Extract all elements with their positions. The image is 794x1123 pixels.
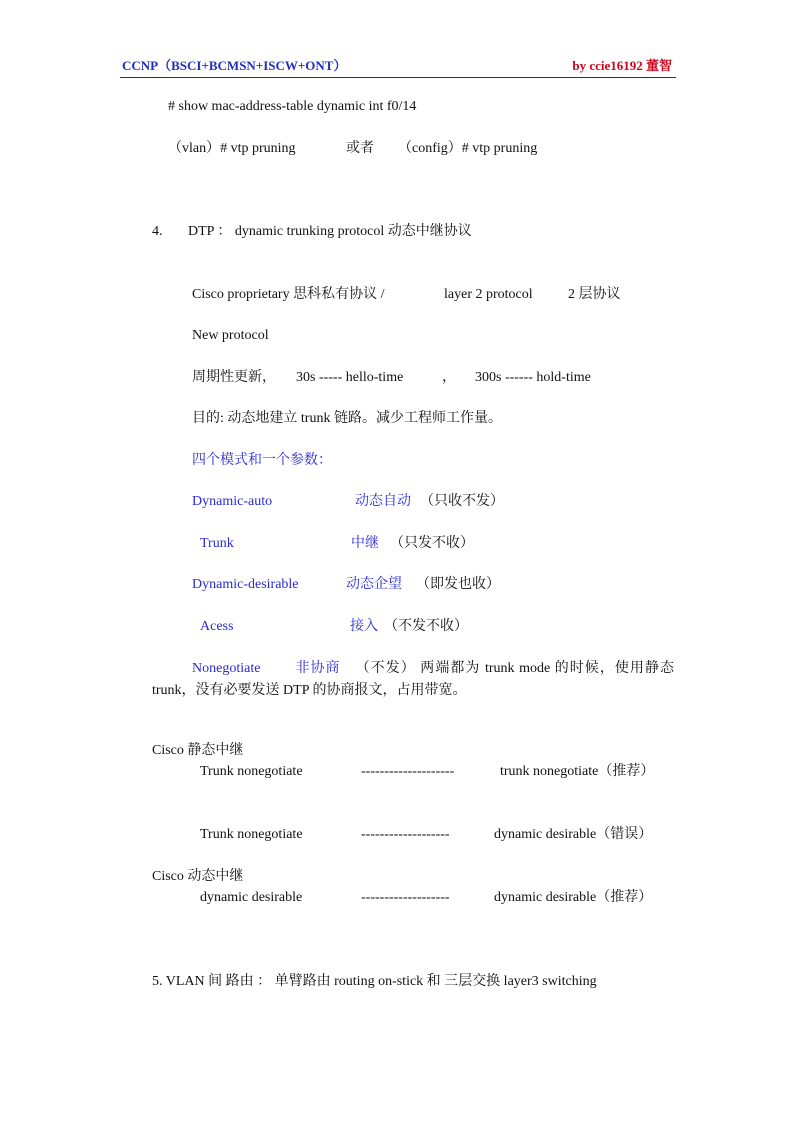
section-5-title: 5. VLAN 间 路由 ： 单臂路由 routing on-stick 和 三层交换 layer3 switching — [152, 974, 597, 989]
dtp-hold-time: 300s ------ hold-time — [475, 370, 591, 385]
mode-trunk: Trunk — [200, 536, 234, 551]
mode-trunk-note: （只发不收） — [390, 536, 474, 551]
dtp-hello-time: 30s ----- hello-time — [296, 370, 404, 385]
mode-dynamic-auto-cn: 动态自动 — [355, 494, 411, 509]
command-show-mac: # show mac-address-table dynamic int f0/14 — [168, 99, 417, 114]
mode-trunk-cn: 中继 — [351, 536, 379, 551]
dtp-periodic-update: 周期性更新， — [192, 370, 276, 385]
dynamic-row1-dashes: ------------------- — [361, 890, 450, 905]
static-row2-dashes: ------------------- — [361, 827, 450, 842]
mode-dynamic-desirable-note: （即发也收） — [416, 577, 500, 592]
section-4-title: DTP ： dynamic trunking protocol 动态中继协议 — [188, 224, 472, 239]
nonegotiate-cn: 非协商 — [294, 661, 341, 676]
header-author: by ccie16192 董智 — [572, 58, 672, 73]
nonegotiate-term: Nonegotiate — [192, 661, 261, 676]
mode-access: Acess — [200, 619, 234, 634]
modes-heading: 四个模式和一个参数： — [192, 453, 332, 468]
header-divider — [120, 77, 676, 78]
mode-access-cn: 接入 — [350, 619, 378, 634]
dynamic-trunk-heading: Cisco 动态中继 — [152, 869, 244, 884]
mode-dynamic-auto-note: （只收不发） — [420, 494, 504, 509]
static-row1-right: trunk nonegotiate（推荐） — [500, 764, 655, 779]
mode-dynamic-desirable: Dynamic-desirable — [192, 577, 299, 592]
static-row2-left: Trunk nonegotiate — [200, 827, 303, 842]
mode-access-note: （不发不收） — [384, 619, 468, 634]
dtp-purpose: 目的: 动态地建立 trunk 链路。减少工程师工作量。 — [192, 411, 502, 426]
nonegotiate-paragraph — [152, 658, 674, 702]
static-row1-left: Trunk nonegotiate — [200, 764, 303, 779]
dynamic-row1-right: dynamic desirable（推荐） — [494, 890, 653, 905]
static-row1-dashes: -------------------- — [361, 764, 455, 779]
command-vtp-pruning-vlan: （vlan）# vtp pruning — [168, 141, 296, 156]
header-title: CCNP（BSCI+BCMSN+ISCW+ONT） — [122, 58, 347, 73]
dtp-layer2-cn: 2 层协议 — [568, 287, 621, 302]
mode-dynamic-auto: Dynamic-auto — [192, 494, 273, 509]
dtp-layer2: layer 2 protocol — [444, 287, 533, 302]
dynamic-row1-left: dynamic desirable — [200, 890, 303, 905]
static-trunk-heading: Cisco 静态中继 — [152, 743, 244, 758]
dtp-new-protocol: New protocol — [192, 328, 269, 343]
nonegotiate-description: （不发） 两端都为 trunk mode 的时候，使用静态 trunk，没有必要发送 DTP 的协商报文，占用带宽。 — [152, 661, 675, 698]
mode-dynamic-desirable-cn: 动态企望 — [346, 577, 402, 592]
dtp-comma: ， — [442, 370, 456, 385]
section-4-number: 4. — [152, 224, 163, 239]
dtp-proprietary: Cisco proprietary 思科私有协议 / — [192, 287, 385, 302]
command-vtp-pruning-config: （config）# vtp pruning — [398, 141, 538, 156]
static-row2-right: dynamic desirable（错误） — [494, 827, 653, 842]
or-label: 或者 — [346, 141, 374, 156]
